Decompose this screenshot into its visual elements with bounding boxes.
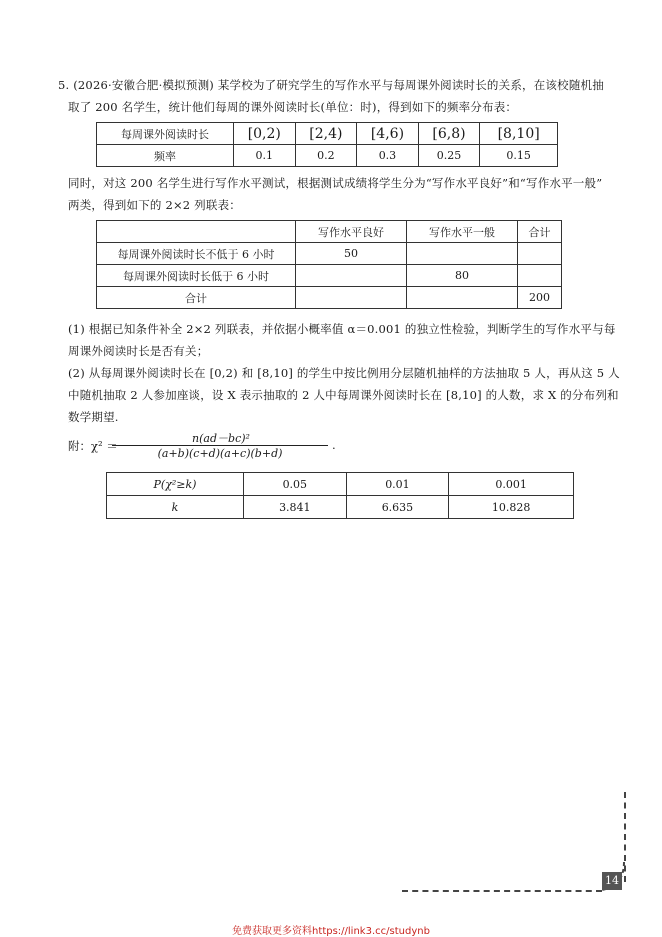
question-2-line-3: 数学期望. <box>68 410 119 424</box>
page-corner-dashed-horizontal <box>402 890 602 892</box>
freq-cell: 0.25 <box>418 145 480 167</box>
formula-prefix: 附：χ² ＝ <box>68 439 118 453</box>
contingency-cell <box>407 287 518 309</box>
contingency-cell <box>407 243 518 265</box>
contingency-header: 写作水平良好 <box>296 221 407 243</box>
interval-cell: [6,8) <box>418 123 480 145</box>
contingency-cell: 每周课外阅读时长低于 6 小时 <box>97 265 296 287</box>
freq-cell: 0.1 <box>234 145 296 167</box>
frequency-table <box>96 122 558 167</box>
problem-line-4: 两类，得到如下的 2×2 列联表： <box>68 198 241 212</box>
footer-link[interactable]: 免费获取更多资料https://link3.cc/studynb <box>232 926 430 937</box>
k-value-cell: 3.841 <box>244 496 347 519</box>
fraction-bar <box>112 445 328 446</box>
contingency-cell: 200 <box>518 287 562 309</box>
p-label: P(χ²≥k) <box>107 473 244 496</box>
question-2-line-2: 中随机抽取 2 人参加座谈，设 X 表示抽取的 2 人中每周课外阅读时长在 [8,10] 的人数，求 X 的分布列和 <box>68 388 619 402</box>
freq-cell: 0.3 <box>357 145 419 167</box>
formula-denominator: (a+b)(c+d)(a+c)(b+d) <box>157 447 283 460</box>
contingency-header: 写作水平一般 <box>407 221 518 243</box>
contingency-cell: 每周课外阅读时长不低于 6 小时 <box>97 243 296 265</box>
contingency-header: 合计 <box>518 221 562 243</box>
k-value-cell: 6.635 <box>346 496 449 519</box>
contingency-cell: 合计 <box>97 287 296 309</box>
freq-cell: 0.15 <box>480 145 558 167</box>
question-1-line-2: 周课外阅读时长是否有关； <box>68 344 209 358</box>
contingency-cell <box>518 243 562 265</box>
question-1-line-1: (1) 根据已知条件补全 2×2 列联表，并依据小概率值 α＝0.001 的独立性检验，判断学生的写作水平与每 <box>68 322 616 336</box>
interval-cell: [2,4) <box>295 123 357 145</box>
critical-value-table <box>106 472 574 519</box>
contingency-cell: 80 <box>407 265 518 287</box>
freq-row-header: 每周课外阅读时长 <box>97 123 234 145</box>
k-value-cell: 10.828 <box>449 496 574 519</box>
interval-cell: [8,10] <box>480 123 558 145</box>
p-value-cell: 0.05 <box>244 473 347 496</box>
chi-square-formula <box>68 430 348 466</box>
formula-numerator: n(ad－bc)² <box>192 432 250 445</box>
contingency-cell <box>296 287 407 309</box>
page-number: 14 <box>602 872 622 890</box>
freq-label: 频率 <box>97 145 234 167</box>
problem-line-2: 取了 200 名学生，统计他们每周的课外阅读时长(单位：时)，得到如下的频率分布表： <box>68 100 518 114</box>
interval-cell: [0,2) <box>234 123 296 145</box>
question-2-line-1: (2) 从每周课外阅读时长在 [0,2) 和 [8,10] 的学生中按比例用分层随机抽样的方法抽取 5 人，再从这 5 人 <box>68 366 620 380</box>
k-label: k <box>107 496 244 519</box>
contingency-cell: 50 <box>296 243 407 265</box>
contingency-cell <box>296 265 407 287</box>
p-value-cell: 0.01 <box>346 473 449 496</box>
contingency-cell <box>518 265 562 287</box>
contingency-header <box>97 221 296 243</box>
p-value-cell: 0.001 <box>449 473 574 496</box>
problem-line-3: 同时，对这 200 名学生进行写作水平测试，根据测试成绩将学生分为“写作水平良好”和“写作水平一般” <box>68 176 603 190</box>
freq-cell: 0.2 <box>295 145 357 167</box>
formula-suffix: . <box>332 438 336 452</box>
problem-line-1: 5. (2026·安徽合肥·模拟预测) 某学校为了研究学生的写作水平与每周课外阅读时长的关系，在该校随机抽 <box>58 78 604 92</box>
interval-cell: [4,6) <box>357 123 419 145</box>
contingency-table <box>96 220 562 309</box>
